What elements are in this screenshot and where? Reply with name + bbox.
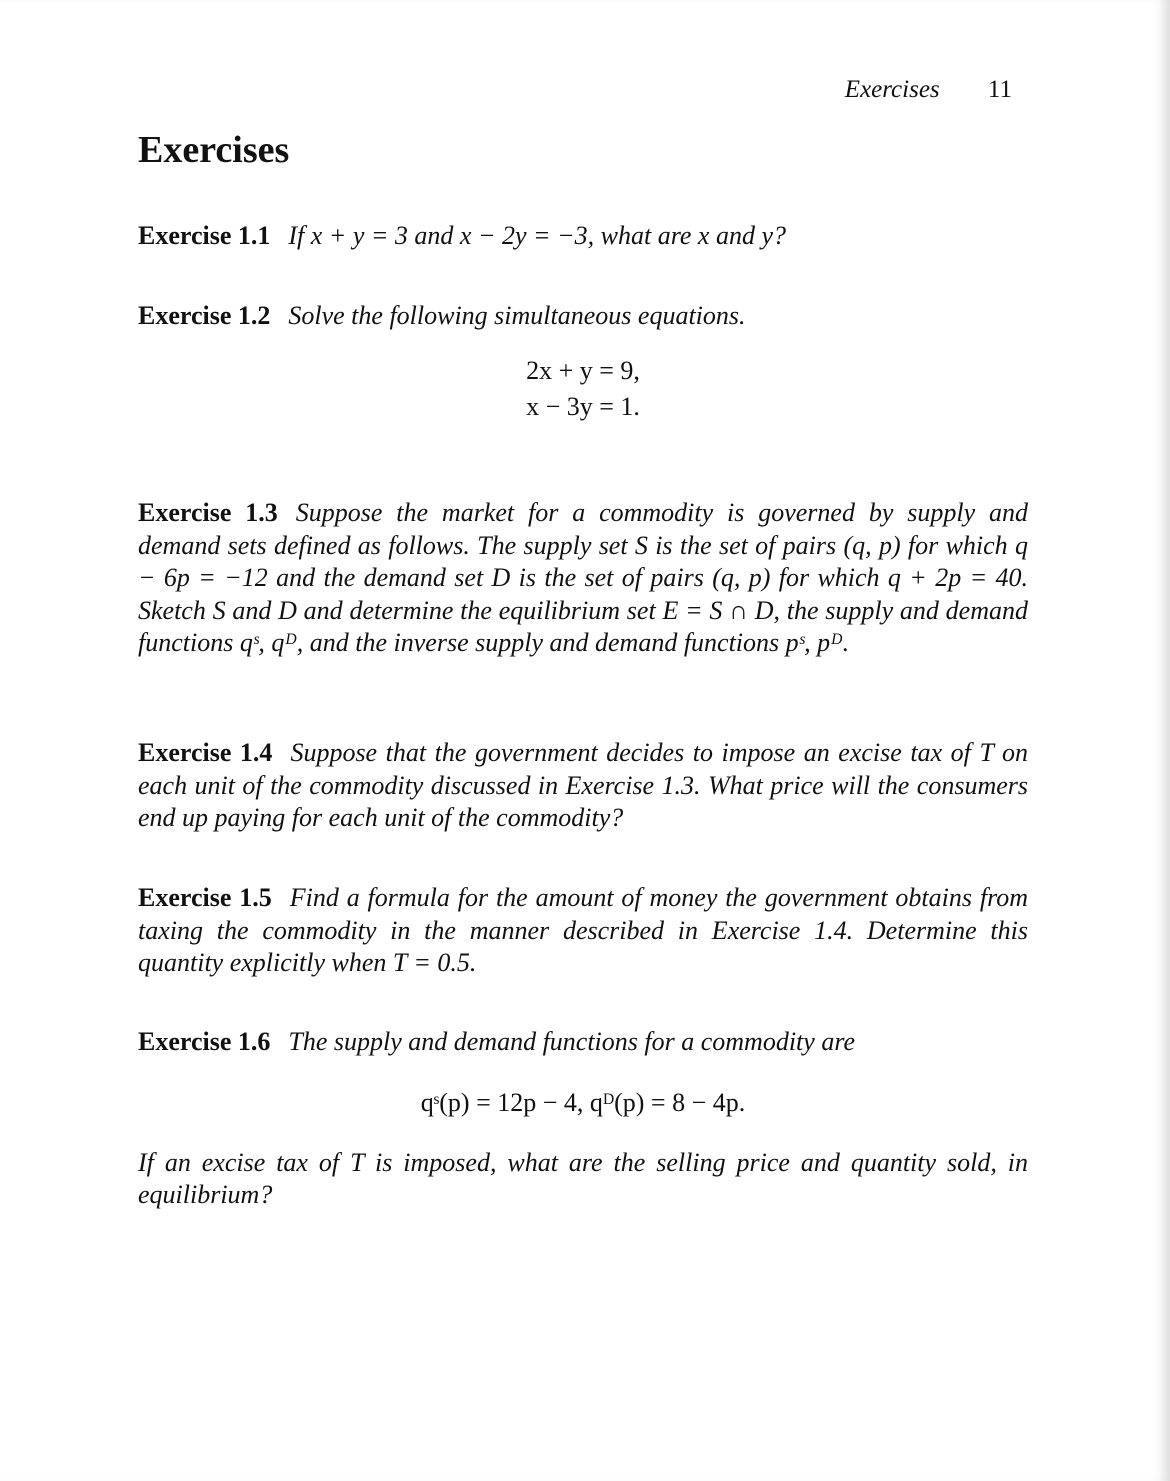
- exercise-1-3: [138, 497, 1028, 660]
- section-title: Exercises: [138, 129, 290, 171]
- exercise-text-continued: If an excise tax of T is imposed, what are the selling price and quantity sold, in equilibrium?: [138, 1147, 1028, 1209]
- page-number: 11: [987, 76, 1012, 103]
- exercise-1-6: [138, 1026, 1028, 1212]
- exercise-label: Exercise 1.2: [138, 301, 271, 330]
- equation-line: qˢ(p) = 12p − 4, qᴰ(p) = 8 − 4p.: [420, 1087, 746, 1117]
- exercise-1-2: [138, 300, 1028, 425]
- exercise-text: Suppose the market for a commodity is governed by supply and demand sets defined as follows. The supply set S is the set of pairs (q, p) for which q − 6p = −12 and the demand set D is the set of pairs (q, p) for which q + 2p = 40. Sketch S and D and determine the equilibrium set E = S ∩ D, the supply and demand functions qˢ, qᴰ, and the inverse supply and demand functions pˢ, pᴰ.: [138, 498, 1029, 657]
- exercise-label: Exercise 1.5: [138, 883, 272, 912]
- equation-system: [138, 353, 1028, 425]
- exercise-label: Exercise 1.3: [138, 498, 278, 527]
- exercise-1-4: [138, 737, 1028, 835]
- running-title: Exercises: [844, 76, 940, 103]
- exercise-1-5: [138, 882, 1028, 980]
- exercise-text: Find a formula for the amount of money the government obtains from taxing the commodity in the manner described in Exercise 1.4. Determine this quantity explicitly when T = 0.5.: [138, 883, 1028, 977]
- exercise-label: Exercise 1.4: [138, 738, 273, 767]
- exercise-text: If x + y = 3 and x − 2y = −3, what are x and y?: [288, 221, 786, 250]
- exercise-label: Exercise 1.6: [138, 1027, 271, 1056]
- exercise-text: Solve the following simultaneous equations.: [288, 301, 746, 330]
- supply-demand-equation: [138, 1085, 1028, 1121]
- running-head: [0, 76, 1012, 104]
- exercise-text: The supply and demand functions for a commodity are: [288, 1027, 856, 1056]
- exercise-text: Suppose that the government decides to impose an excise tax of T on each unit of the commodity discussed in Exercise 1.3. What price will the consumers end up paying for each unit of the commodity?: [138, 738, 1029, 832]
- exercise-1-1: [138, 220, 1028, 253]
- equation-line: 2x + y = 9,: [526, 355, 640, 385]
- exercise-label: Exercise 1.1: [138, 221, 271, 250]
- equation-line: x − 3y = 1.: [526, 391, 640, 421]
